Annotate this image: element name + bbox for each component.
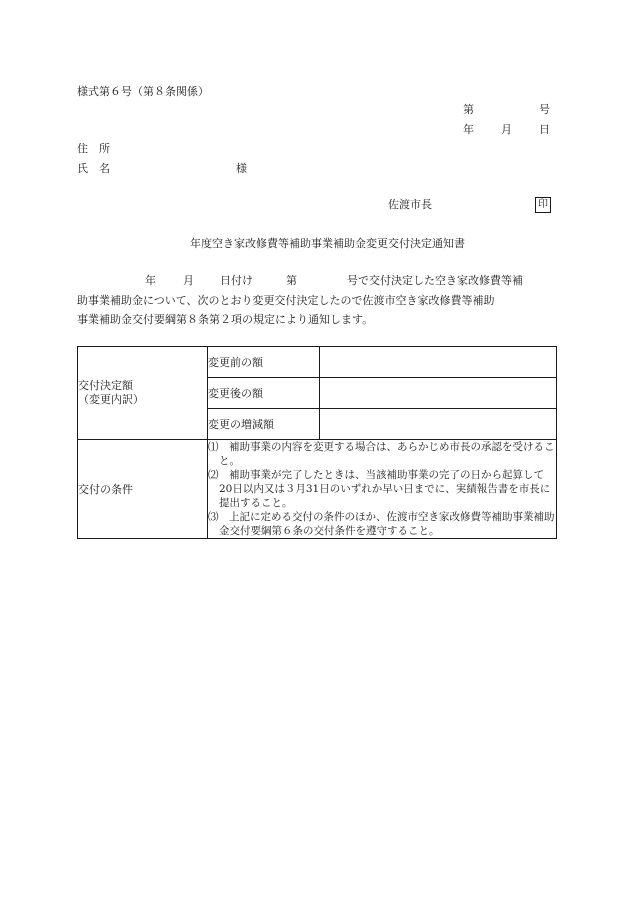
date-year: 年	[463, 123, 474, 136]
body-line-3: 事業補助金交付要綱第８条第２項の規定により通知します。	[77, 313, 374, 326]
amount-label: 交付決定額	[78, 379, 133, 392]
honorific: 様	[236, 162, 247, 175]
row-value-before	[320, 347, 557, 378]
address-label: 住 所	[77, 142, 110, 155]
row-label-after: 変更後の額	[208, 378, 320, 409]
condition-item: ⑶ 上記に定める交付の条件のほか、佐渡市空き家改修費等補助事業補助金交付要綱第６条の交付条件を遵守すること。	[208, 511, 555, 537]
row-label-before: 変更前の額	[208, 347, 320, 378]
seal-stamp: 印	[535, 197, 551, 213]
date-day: 日	[539, 123, 550, 136]
amount-label-cell	[78, 347, 208, 440]
body-line-2: 助事業補助金について、次のとおり変更交付決定したので佐渡市空き家改修費等補助	[77, 294, 495, 307]
row-value-diff	[320, 409, 557, 440]
date-month: 月	[501, 123, 512, 136]
name-label: 氏 名	[77, 162, 110, 175]
document-title: 年度空き家改修費等補助事業補助金変更交付決定通知書	[190, 237, 465, 250]
issuer: 佐渡市長	[388, 198, 432, 211]
conditions-label: 交付の条件	[78, 440, 208, 539]
doc-number-suffix: 号	[539, 103, 550, 116]
condition-item: ⑵ 補助事業が完了したときは、当該補助事業の完了の日から起算して20日以内又は３月31日のいずれか早い日までに、実績報告書を市長に提出すること。	[208, 469, 551, 509]
subsidy-table	[77, 346, 557, 539]
row-label-diff: 変更の増減額	[208, 409, 320, 440]
conditions-cell	[208, 440, 557, 539]
form-reference: 様式第６号（第８条関係）	[77, 85, 209, 98]
condition-item: ⑴ 補助事業の内容を変更する場合は、あらかじめ市長の承認を受けること。	[208, 441, 555, 467]
row-value-after	[320, 378, 557, 409]
doc-number-prefix: 第	[463, 103, 474, 116]
amount-sublabel: （変更内訳）	[78, 393, 144, 406]
